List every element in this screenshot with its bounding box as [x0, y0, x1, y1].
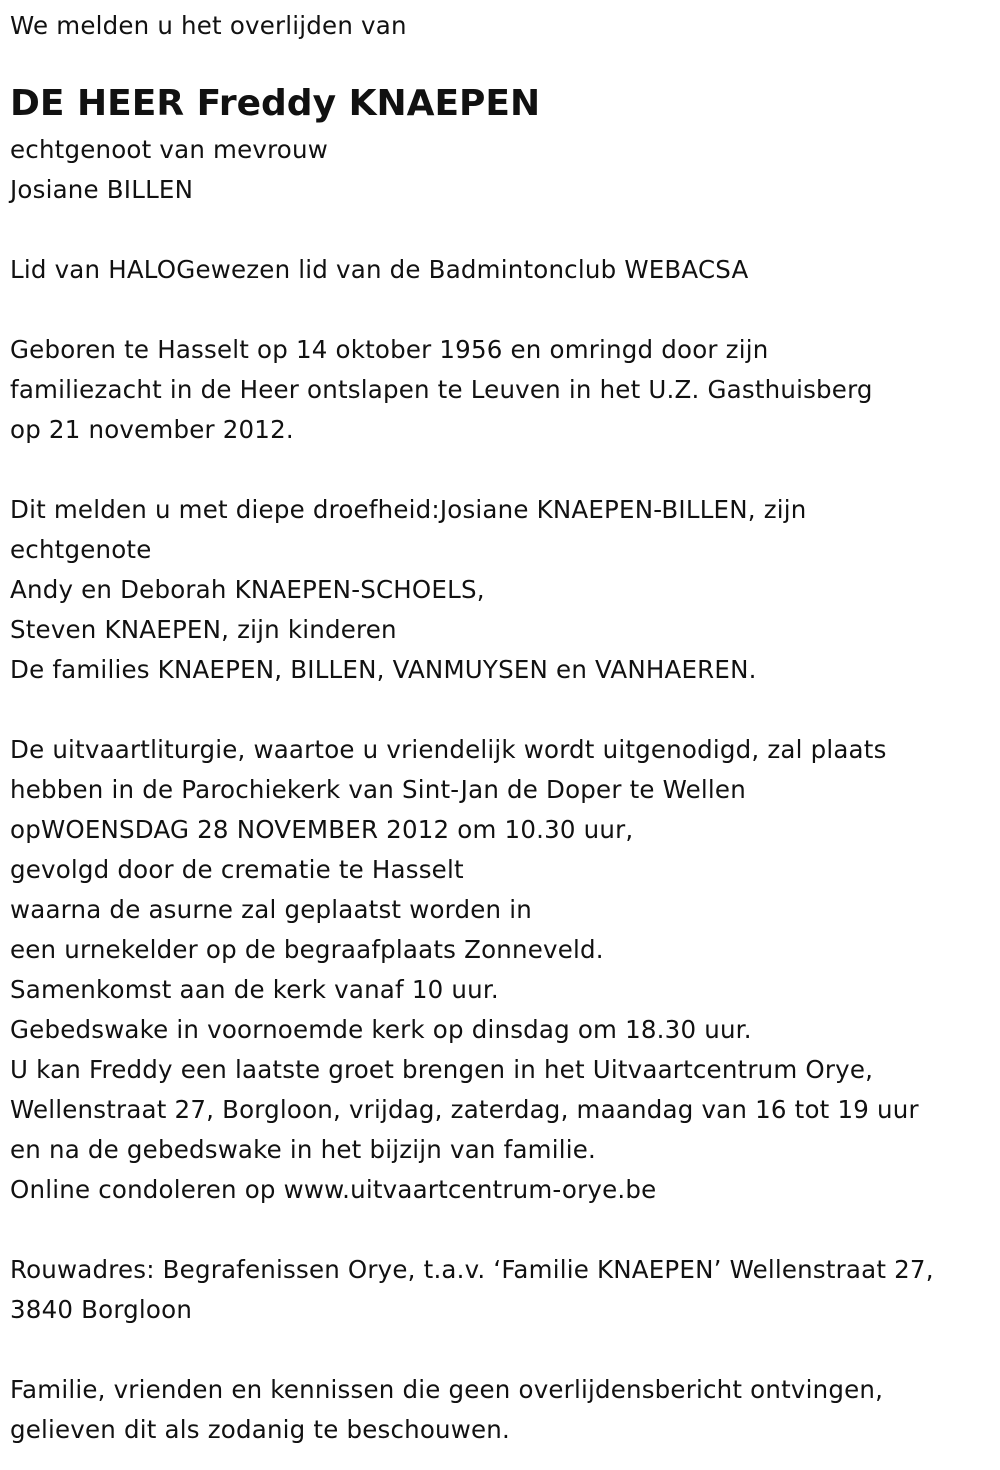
- mourners-line: Andy en Deborah KNAEPEN-SCHOELS,: [10, 575, 485, 604]
- funeral-line: Gebedswake in voornoemde kerk op dinsdag om 18.30 uur.: [10, 1015, 752, 1044]
- closing-section: [10, 1370, 990, 1450]
- spouse-line: echtgenoot van mevrouw: [10, 135, 328, 164]
- funeral-line: Samenkomst aan de kerk vanaf 10 uur.: [10, 975, 499, 1004]
- birth-death-line: familiezacht in de Heer ontslapen te Leuven in het U.Z. Gasthuisberg: [10, 375, 873, 404]
- birth-death-line: Geboren te Hasselt op 14 oktober 1956 en omringd door zijn: [10, 335, 769, 364]
- funeral-line: hebben in de Parochiekerk van Sint-Jan de Doper te Wellen: [10, 775, 746, 804]
- funeral-line: Wellenstraat 27, Borgloon, vrijdag, zaterdag, maandag van 16 tot 19 uur: [10, 1095, 919, 1124]
- funeral-line: gevolgd door de crematie te Hasselt: [10, 855, 464, 884]
- mourners-line: echtgenote: [10, 535, 152, 564]
- address-line: 3840 Borgloon: [10, 1295, 193, 1324]
- spacer: [10, 210, 990, 250]
- death-notice: [10, 6, 990, 1450]
- mourners-line: Dit melden u met diepe droefheid:Josiane KNAEPEN-BILLEN, zijn: [10, 495, 807, 524]
- address-section: [10, 1250, 990, 1330]
- memberships-section: [10, 250, 990, 290]
- address-line: Rouwadres: Begrafenissen Orye, t.a.v. ‘Familie KNAEPEN’ Wellenstraat 27,: [10, 1255, 934, 1284]
- spacer: [10, 1330, 990, 1370]
- birth-death-section: [10, 330, 990, 450]
- spacer: [10, 290, 990, 330]
- funeral-line: De uitvaartliturgie, waartoe u vriendelijk wordt uitgenodigd, zal plaats: [10, 735, 887, 764]
- funeral-section: [10, 730, 990, 1210]
- mourners-line: De families KNAEPEN, BILLEN, VANMUYSEN en VANHAEREN.: [10, 655, 757, 684]
- funeral-line: waarna de asurne zal geplaatst worden in: [10, 895, 532, 924]
- spouse-section: [10, 130, 990, 210]
- membership-line: Lid van HALOGewezen lid van de Badmintonclub WEBACSA: [10, 255, 749, 284]
- closing-line: gelieven dit als zodanig te beschouwen.: [10, 1415, 511, 1444]
- mourners-section: [10, 490, 990, 690]
- spacer: [10, 1210, 990, 1250]
- spacer: [10, 450, 990, 490]
- funeral-line: en na de gebedswake in het bijzijn van familie.: [10, 1135, 597, 1164]
- mourners-line: Steven KNAEPEN, zijn kinderen: [10, 615, 397, 644]
- deceased-name: DE HEER Freddy KNAEPEN: [10, 83, 541, 124]
- spouse-line: Josiane BILLEN: [10, 175, 194, 204]
- funeral-line: Online condoleren op www.uitvaartcentrum-orye.be: [10, 1175, 657, 1204]
- closing-line: Familie, vrienden en kennissen die geen overlijdensbericht ontvingen,: [10, 1375, 884, 1404]
- birth-death-line: op 21 november 2012.: [10, 415, 294, 444]
- funeral-line: opWOENSDAG 28 NOVEMBER 2012 om 10.30 uur,: [10, 815, 634, 844]
- funeral-line: een urnekelder op de begraafplaats Zonneveld.: [10, 935, 604, 964]
- intro-text: We melden u het overlijden van: [10, 11, 407, 40]
- spacer: [10, 690, 990, 730]
- funeral-line: U kan Freddy een laatste groet brengen in het Uitvaartcentrum Orye,: [10, 1055, 874, 1084]
